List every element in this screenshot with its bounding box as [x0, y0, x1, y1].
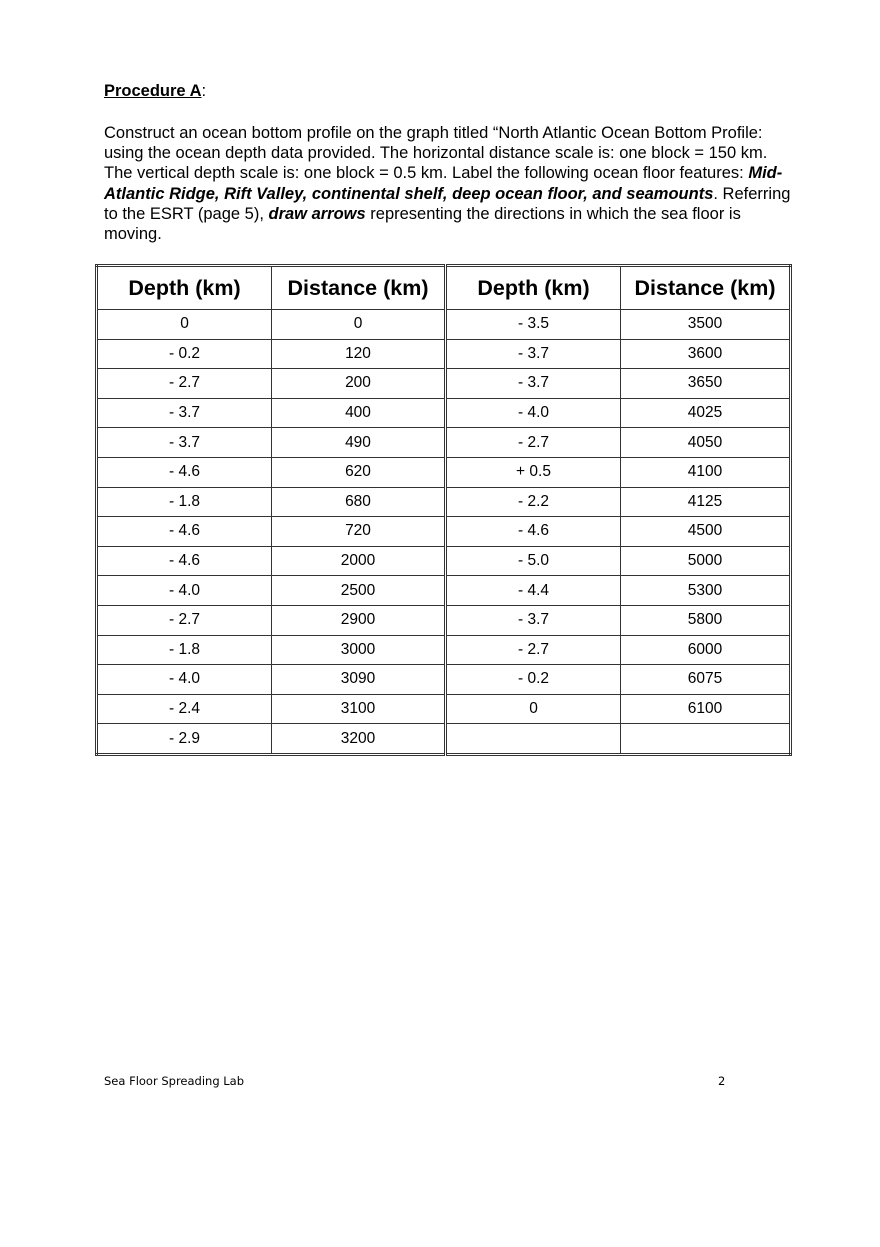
table-cell: 4125 — [621, 487, 791, 517]
table-cell: - 3.7 — [446, 605, 621, 635]
table-row — [97, 546, 791, 576]
col-header-distance-2: Distance (km) — [621, 266, 791, 310]
col-header-distance-1: Distance (km) — [272, 266, 446, 310]
table-row — [97, 487, 791, 517]
table-cell: - 4.0 — [97, 576, 272, 606]
table-cell: 5000 — [621, 546, 791, 576]
table-row — [97, 576, 791, 606]
table-cell: 4100 — [621, 457, 791, 487]
table-cell: 6075 — [621, 665, 791, 695]
table-cell: - 3.7 — [97, 428, 272, 458]
table-cell: 4500 — [621, 517, 791, 547]
table-row — [97, 665, 791, 695]
table-cell — [621, 724, 791, 755]
table-row — [97, 310, 791, 340]
table-cell: - 1.8 — [97, 487, 272, 517]
table-header-row — [97, 266, 791, 310]
page-number: 2 — [718, 1074, 726, 1088]
table-cell: - 4.0 — [446, 398, 621, 428]
table-cell: 3650 — [621, 369, 791, 399]
table-cell: - 3.7 — [446, 339, 621, 369]
table-row — [97, 694, 791, 724]
table-cell: - 4.4 — [446, 576, 621, 606]
table-cell: - 4.6 — [97, 457, 272, 487]
table-row — [97, 428, 791, 458]
table-cell: - 2.9 — [97, 724, 272, 755]
table-cell: - 3.7 — [446, 369, 621, 399]
table-cell: 2000 — [272, 546, 446, 576]
depth-distance-table — [95, 264, 792, 756]
table-cell: 620 — [272, 457, 446, 487]
table-row — [97, 398, 791, 428]
table-cell — [446, 724, 621, 755]
table-cell: 2500 — [272, 576, 446, 606]
table-cell: 5800 — [621, 605, 791, 635]
table-cell: 720 — [272, 517, 446, 547]
table-cell: 400 — [272, 398, 446, 428]
table-cell: - 2.7 — [97, 369, 272, 399]
table-cell: - 4.6 — [97, 517, 272, 547]
table-cell: - 2.7 — [97, 605, 272, 635]
table-cell: - 0.2 — [97, 339, 272, 369]
table-cell: 0 — [97, 310, 272, 340]
table-row — [97, 457, 791, 487]
table-cell: - 1.8 — [97, 635, 272, 665]
table-cell: - 0.2 — [446, 665, 621, 695]
table-cell: 5300 — [621, 576, 791, 606]
table-cell: - 4.0 — [97, 665, 272, 695]
table-cell: 0 — [272, 310, 446, 340]
table-cell: 120 — [272, 339, 446, 369]
table-cell: + 0.5 — [446, 457, 621, 487]
table-cell: - 4.6 — [446, 517, 621, 547]
table-cell: - 3.5 — [446, 310, 621, 340]
table-cell: 3100 — [272, 694, 446, 724]
procedure-title: Procedure A — [104, 82, 202, 100]
table-cell: 4025 — [621, 398, 791, 428]
table-row — [97, 605, 791, 635]
table-cell: 4050 — [621, 428, 791, 458]
table-row — [97, 369, 791, 399]
table-cell: 3600 — [621, 339, 791, 369]
table-cell: 3200 — [272, 724, 446, 755]
table-cell: 490 — [272, 428, 446, 458]
footer-title: Sea Floor Spreading Lab — [104, 1074, 245, 1088]
table-body — [97, 310, 791, 755]
table-cell: - 3.7 — [97, 398, 272, 428]
table-cell: - 4.6 — [97, 546, 272, 576]
table-cell: - 2.2 — [446, 487, 621, 517]
table-cell: - 2.7 — [446, 428, 621, 458]
col-header-depth-2: Depth (km) — [446, 266, 621, 310]
table-cell: - 2.7 — [446, 635, 621, 665]
table-cell: 0 — [446, 694, 621, 724]
table-cell: - 5.0 — [446, 546, 621, 576]
table-row — [97, 635, 791, 665]
table-cell: 2900 — [272, 605, 446, 635]
table-row — [97, 724, 791, 755]
features-list: Mid-Atlantic Ridge, Rift Valley, continental shelf, deep ocean floor, and seamounts — [104, 164, 783, 203]
table-cell: 3000 — [272, 635, 446, 665]
table-cell: 680 — [272, 487, 446, 517]
procedure-heading: Procedure A: — [104, 82, 207, 100]
table-cell: 3090 — [272, 665, 446, 695]
table-cell: - 2.4 — [97, 694, 272, 724]
table-cell: 200 — [272, 369, 446, 399]
table-row — [97, 517, 791, 547]
table-cell: 6100 — [621, 694, 791, 724]
table-cell: 6000 — [621, 635, 791, 665]
col-header-depth-1: Depth (km) — [97, 266, 272, 310]
instructions-paragraph: Construct an ocean bottom profile on the graph titled “North Atlantic Ocean Bottom Profile: using the ocean depth data provided. The horizontal distance scale is: one block = 150 km. The vertical depth scale is: one block = 0.5 km. Label the following ocean floor features: Mid-Atlantic Ridge, Rift Valley, continental shelf, deep ocean floor, and seamounts. Referring to the ESRT (page 5), draw arrows representing the directions in which the sea floor is moving. — [104, 124, 791, 244]
table-row — [97, 339, 791, 369]
action-phrase: draw arrows — [268, 204, 366, 223]
table-cell: 3500 — [621, 310, 791, 340]
